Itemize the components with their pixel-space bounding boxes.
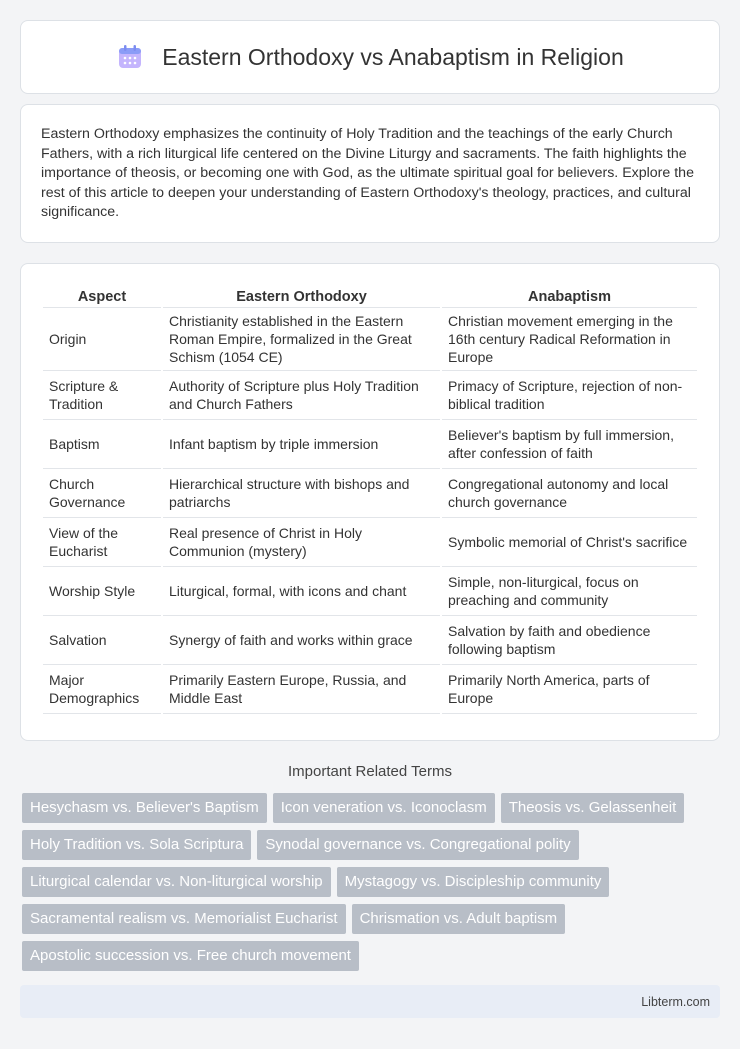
related-term-tag[interactable]: Mystagogy vs. Discipleship community [337,867,610,897]
title-card [20,20,720,94]
cell-aspect: Worship Style [43,567,161,616]
cell-eastern-orthodoxy: Synergy of faith and works within grace [163,616,440,665]
comparison-table [41,282,699,714]
footer-site-link[interactable]: Libterm.com [641,994,710,1009]
cell-eastern-orthodoxy: Authority of Scripture plus Holy Tradition and Church Fathers [163,371,440,420]
calendar-icon [116,43,144,71]
cell-aspect: Salvation [43,616,161,665]
related-term-tag[interactable]: Synodal governance vs. Congregational polity [257,830,578,860]
cell-anabaptism: Salvation by faith and obedience following baptism [442,616,697,665]
cell-eastern-orthodoxy: Liturgical, formal, with icons and chant [163,567,440,616]
cell-anabaptism: Congregational autonomy and local church governance [442,469,697,518]
page-title: Eastern Orthodoxy vs Anabaptism in Religion [162,43,624,70]
related-terms-list [22,793,720,971]
table-row [43,567,697,616]
table-row [43,371,697,420]
related-term-tag[interactable]: Apostolic succession vs. Free church movement [22,941,359,971]
cell-aspect: Scripture & Tradition [43,371,161,420]
cell-anabaptism: Primarily North America, parts of Europe [442,665,697,714]
related-term-tag[interactable]: Liturgical calendar vs. Non-liturgical worship [22,867,331,897]
related-term-tag[interactable]: Theosis vs. Gelassenheit [501,793,685,823]
cell-anabaptism: Simple, non-liturgical, focus on preaching and community [442,567,697,616]
cell-anabaptism: Believer's baptism by full immersion, after confession of faith [442,420,697,469]
related-term-tag[interactable]: Icon veneration vs. Iconoclasm [273,793,495,823]
cell-eastern-orthodoxy: Hierarchical structure with bishops and patriarchs [163,469,440,518]
related-term-tag[interactable]: Holy Tradition vs. Sola Scriptura [22,830,251,860]
table-row [43,308,697,371]
cell-aspect: Baptism [43,420,161,469]
related-term-tag[interactable]: Chrismation vs. Adult baptism [352,904,566,934]
table-row [43,518,697,567]
related-terms-heading: Important Related Terms [288,763,452,780]
cell-anabaptism: Christian movement emerging in the 16th century Radical Reformation in Europe [442,308,697,371]
cell-eastern-orthodoxy: Real presence of Christ in Holy Communion (mystery) [163,518,440,567]
cell-aspect: Church Governance [43,469,161,518]
table-row [43,420,697,469]
cell-aspect: Origin [43,308,161,371]
cell-eastern-orthodoxy: Primarily Eastern Europe, Russia, and Middle East [163,665,440,714]
intro-text: Eastern Orthodoxy emphasizes the continuity of Holy Tradition and the teachings of the early Church Fathers, with a rich liturgical life centered on the Divine Liturgy and sacraments. The faith highlights the importance of theosis, or becoming one with God, as the ultimate spiritual goal for believers. Explore the rest of this article to deepen your understanding of Eastern Orthodoxy's theology, practices, and cultural significance. [41,126,694,221]
footer [20,985,720,1018]
table-row [43,665,697,714]
cell-aspect: View of the Eucharist [43,518,161,567]
cell-eastern-orthodoxy: Christianity established in the Eastern Roman Empire, formalized in the Great Schism (1054 CE) [163,308,440,371]
related-term-tag[interactable]: Sacramental realism vs. Memorialist Eucharist [22,904,346,934]
table-row [43,469,697,518]
cell-anabaptism: Symbolic memorial of Christ's sacrifice [442,518,697,567]
cell-anabaptism: Primacy of Scripture, rejection of non-biblical tradition [442,371,697,420]
cell-aspect: Major Demographics [43,665,161,714]
table-header-row [43,282,697,308]
column-header-eastern-orthodoxy: Eastern Orthodoxy [163,282,440,308]
column-header-aspect: Aspect [43,282,161,308]
intro-card [20,104,720,243]
comparison-table-card [20,263,720,741]
table-row [43,616,697,665]
cell-eastern-orthodoxy: Infant baptism by triple immersion [163,420,440,469]
related-term-tag[interactable]: Hesychasm vs. Believer's Baptism [22,793,267,823]
column-header-anabaptism: Anabaptism [442,282,697,308]
